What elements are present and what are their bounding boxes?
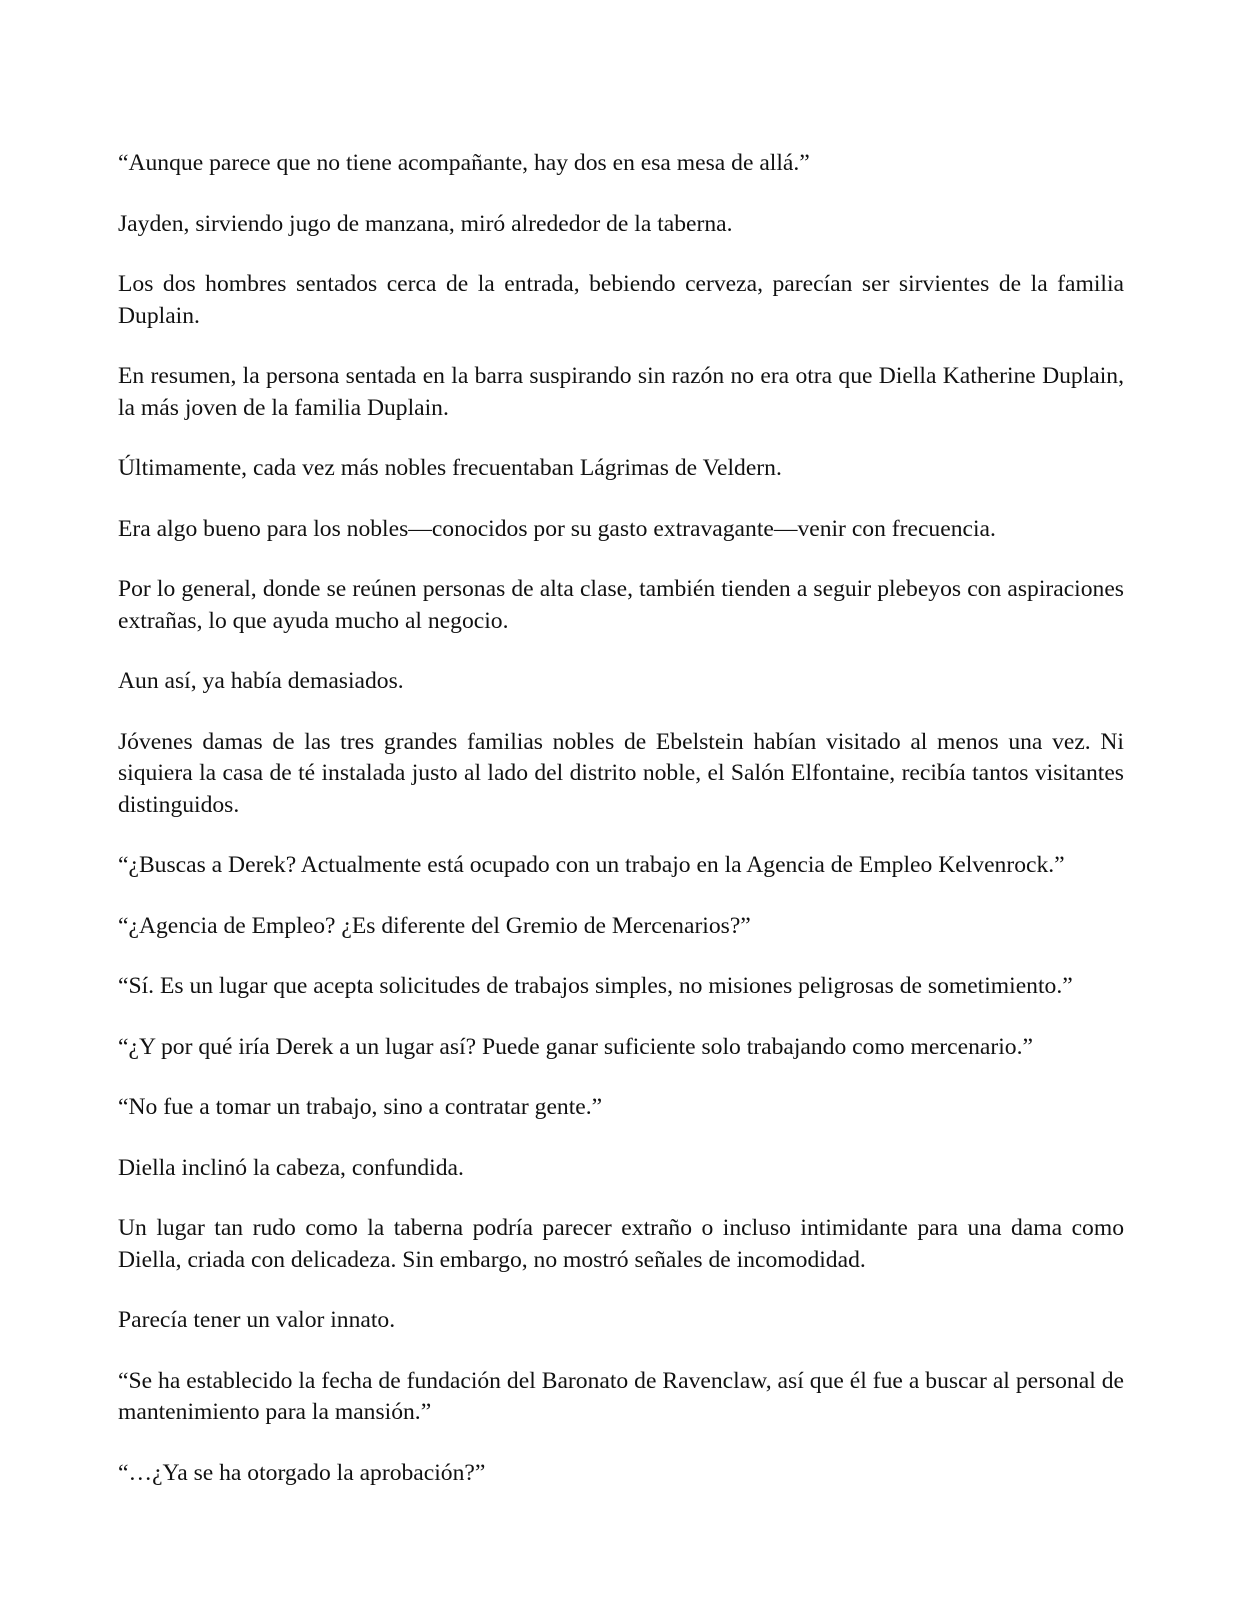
paragraph-9: Jóvenes damas de las tres grandes familias nobles de Ebelstein habían visitado al menos una vez. Ni siquiera la casa de té instalada justo al lado del distrito noble, el Salón Elfontaine, recibía tantos visitantes distinguidos.: [118, 728, 1124, 818]
paragraph-3: Los dos hombres sentados cerca de la entrada, bebiendo cerveza, parecían ser sirvientes de la familia Duplain.: [118, 271, 1124, 329]
paragraph-16: Un lugar tan rudo como la taberna podría parecer extraño o incluso intimidante para una dama como Diella, criada con delicadeza. Sin embargo, no mostró señales de incomodidad.: [118, 1215, 1124, 1273]
paragraph-14: “No fue a tomar un trabajo, sino a contratar gente.”: [118, 1094, 603, 1120]
paragraph-5: Últimamente, cada vez más nobles frecuentaban Lágrimas de Veldern.: [118, 455, 782, 481]
paragraph-7: Por lo general, donde se reúnen personas de alta clase, también tienden a seguir plebeyos con aspiraciones extrañas, lo que ayuda mucho al negocio.: [118, 576, 1124, 634]
paragraph-8: Aun así, ya había demasiados.: [118, 668, 404, 694]
paragraph-13: “¿Y por qué iría Derek a un lugar así? Puede ganar suficiente solo trabajando como mercenario.”: [118, 1033, 1033, 1060]
paragraph-12: “Sí. Es un lugar que acepta solicitudes de trabajos simples, no misiones peligrosas de sometimiento.”: [118, 973, 1073, 999]
paragraph-18: “Se ha establecido la fecha de fundación del Baronato de Ravenclaw, así que él fue a buscar al personal de mantenimiento para la mansión.”: [118, 1367, 1124, 1425]
paragraph-19: “…¿Ya se ha otorgado la aprobación?”: [118, 1459, 486, 1486]
paragraph-11: “¿Agencia de Empleo? ¿Es diferente del Gremio de Mercenarios?”: [118, 912, 751, 939]
paragraph-1: “Aunque parece que no tiene acompañante, hay dos en esa mesa de allá.”: [118, 150, 810, 176]
paragraph-10: “¿Buscas a Derek? Actualmente está ocupado con un trabajo en la Agencia de Empleo Kelvenrock.”: [118, 852, 1065, 878]
paragraph-2: Jayden, sirviendo jugo de manzana, miró alrededor de la taberna.: [118, 210, 733, 237]
paragraph-6: Era algo bueno para los nobles—conocidos por su gasto extravagante—venir con frecuencia.: [118, 515, 996, 542]
paragraph-15: Diella inclinó la cabeza, confundida.: [118, 1154, 464, 1181]
paragraph-4: En resumen, la persona sentada en la barra suspirando sin razón no era otra que Diella Katherine Duplain, la más joven de la familia Duplain.: [118, 363, 1124, 421]
document-page: [118, 148, 1124, 1518]
paragraph-17: Parecía tener un valor innato.: [118, 1307, 396, 1333]
